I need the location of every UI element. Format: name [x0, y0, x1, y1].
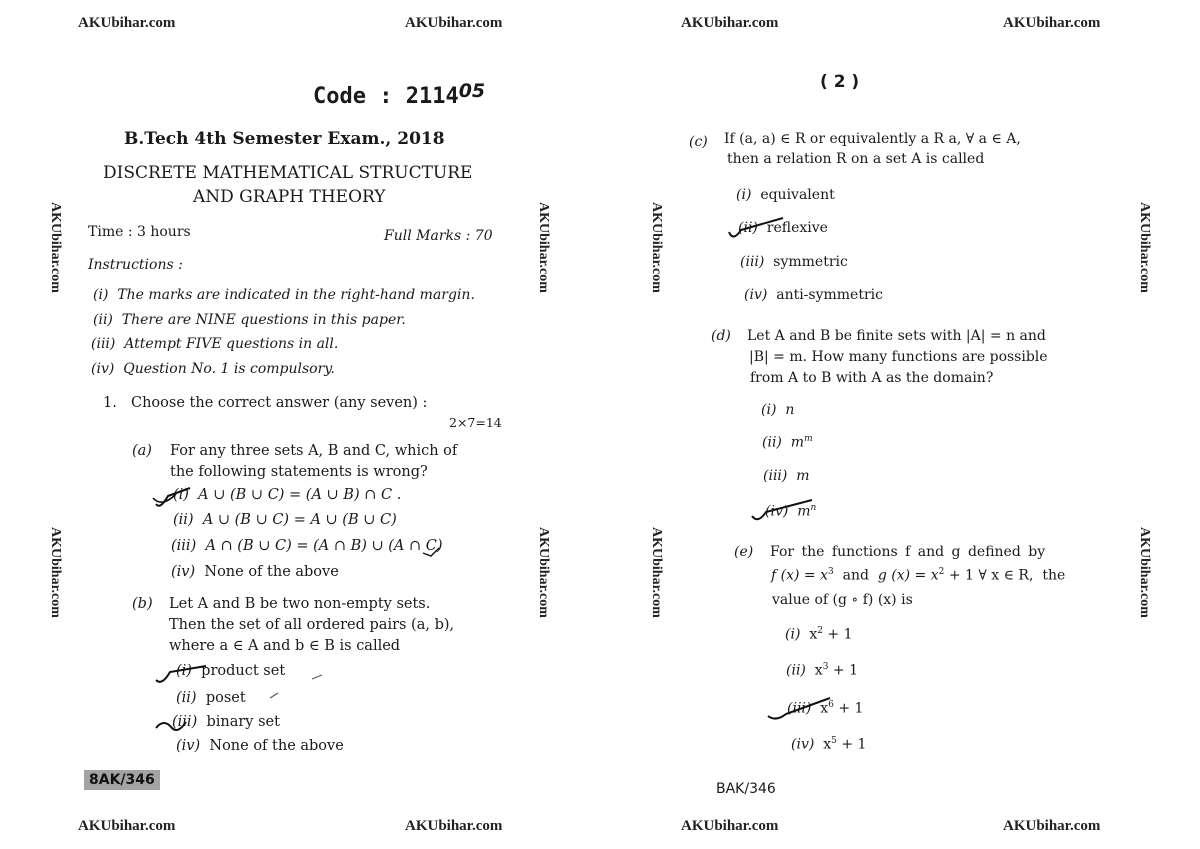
answer-tick-e	[764, 696, 834, 726]
watermark-bottom-3: AKUbihar.com	[681, 818, 779, 834]
time-label: Time : 3 hours	[88, 224, 191, 240]
pen-mark-a-iii	[421, 545, 441, 559]
subject-title-line2: AND GRAPH THEORY	[193, 187, 386, 207]
question-e-label: (e)	[734, 544, 754, 560]
pen-dot	[310, 672, 326, 682]
exam-title: B.Tech 4th Semester Exam., 2018	[124, 129, 445, 149]
watermark-top-1: AKUbihar.com	[78, 15, 176, 31]
question-1-marks: 2×7=14	[449, 415, 502, 430]
option-a-ii: (ii) A ∪ (B ∪ C) = A ∪ (B ∪ C)	[173, 512, 397, 528]
option-a-iv: (iv) None of the above	[171, 564, 339, 580]
answer-tick-b	[148, 662, 218, 688]
option-e-ii: (ii) $x^3 + 1$	[786, 662, 858, 679]
option-c-iv: (iv) anti-symmetric	[744, 287, 883, 303]
option-d-iii: (iii) m	[763, 468, 810, 484]
watermark-vertical: AKUbihar.com	[48, 202, 63, 293]
option-e-iii: (iii) $x^6 + 1$	[787, 700, 864, 717]
watermark-top-4: AKUbihar.com	[1003, 15, 1101, 31]
answer-tick-d	[748, 498, 818, 526]
option-b-ii: (ii) poset	[176, 690, 246, 706]
question-c-label: (c)	[689, 134, 708, 150]
instruction-item: (i) The marks are indicated in the right-hand margin.	[93, 287, 475, 303]
question-c-line: then a relation R on a set A is called	[727, 151, 985, 167]
watermark-bottom-2: AKUbihar.com	[405, 818, 503, 834]
watermark-bottom-1: AKUbihar.com	[78, 818, 176, 834]
answer-tick-a	[150, 484, 210, 510]
page-number: ( 2 )	[820, 72, 860, 92]
question-e-line: value of (g ∘ f) (x) is	[772, 592, 913, 608]
watermark-top-2: AKUbihar.com	[405, 15, 503, 31]
scribble-b-iii	[152, 716, 192, 736]
watermark-top-3: AKUbihar.com	[681, 15, 779, 31]
instruction-item: (iv) Question No. 1 is compulsory.	[91, 361, 335, 377]
question-1-text: Choose the correct answer (any seven) :	[131, 395, 428, 411]
option-a-iii: (iii) A ∩ (B ∪ C) = (A ∩ B) ∪ (A ∩ C)	[171, 538, 443, 554]
question-e-definition: f $(x) = x^3$ and g $(x) = x^2 + 1$ ∀ x ∈ R, the	[771, 567, 1066, 584]
footer-code-left: 8AK/346	[84, 770, 160, 790]
question-b-line: Then the set of all ordered pairs (a, b),	[169, 617, 455, 633]
question-a-label: (a)	[132, 443, 152, 459]
question-1-number: 1.	[103, 395, 117, 411]
option-d-i: (i) n	[761, 402, 795, 418]
watermark-bottom-4: AKUbihar.com	[1003, 818, 1101, 834]
option-c-ii: (ii) reflexive	[738, 220, 828, 236]
pen-dot	[268, 690, 282, 700]
question-d-line: |B| = m. How many functions are possible	[749, 349, 1048, 365]
watermark-vertical: AKUbihar.com	[536, 527, 551, 618]
paper-code: Code : 211405	[313, 80, 486, 109]
option-c-iii: (iii) symmetric	[740, 254, 848, 270]
watermark-vertical: AKUbihar.com	[1137, 527, 1152, 618]
option-b-iv: (iv) None of the above	[176, 738, 344, 754]
question-b-line: where a ∈ A and b ∈ B is called	[169, 638, 401, 654]
option-e-i: (i) $x^2 + 1$	[785, 626, 853, 643]
question-a-line: For any three sets A, B and C, which of	[170, 443, 458, 459]
question-a-line: the following statements is wrong?	[170, 464, 428, 480]
question-d-label: (d)	[711, 328, 731, 344]
handwritten-code-suffix: 05	[458, 80, 486, 102]
option-d-iv: (iv) $m^n$	[765, 503, 817, 520]
option-b-iii: (iii) binary set	[172, 714, 280, 730]
watermark-vertical: AKUbihar.com	[48, 527, 63, 618]
question-c-line: If (a, a) ∈ R or equivalently a R a, ∀ a ∈ A,	[724, 131, 1021, 147]
option-e-iv: (iv) $x^5 + 1$	[791, 736, 867, 753]
watermark-vertical: AKUbihar.com	[1137, 202, 1152, 293]
subject-title-line1: DISCRETE MATHEMATICAL STRUCTURE	[103, 163, 473, 183]
option-c-i: (i) equivalent	[736, 187, 835, 203]
question-d-line: Let A and B be finite sets with |A| = n and	[747, 328, 1046, 344]
question-b-line: Let A and B be two non-empty sets.	[169, 596, 431, 612]
answer-tick-c	[725, 216, 795, 244]
watermark-vertical: AKUbihar.com	[536, 202, 551, 293]
watermark-vertical: AKUbihar.com	[649, 202, 664, 293]
full-marks-label: Full Marks : 70	[384, 228, 493, 244]
instructions-heading: Instructions :	[88, 257, 183, 273]
option-b-i: (i) product set	[176, 663, 286, 679]
watermark-vertical: AKUbihar.com	[649, 527, 664, 618]
option-a-i: (i) A ∪ (B ∪ C) = (A ∪ B) ∩ C .	[173, 487, 402, 503]
instruction-item: (ii) There are NINE questions in this paper.	[93, 312, 406, 328]
question-b-label: (b)	[132, 596, 153, 612]
option-d-ii: (ii) $m^m$	[762, 434, 813, 451]
footer-code-right: BAK/346	[716, 781, 776, 797]
question-e-line: For the functions f and g defined by	[770, 544, 1046, 560]
instruction-item: (iii) Attempt FIVE questions in all.	[91, 336, 339, 352]
question-d-line: from A to B with A as the domain?	[750, 370, 994, 386]
